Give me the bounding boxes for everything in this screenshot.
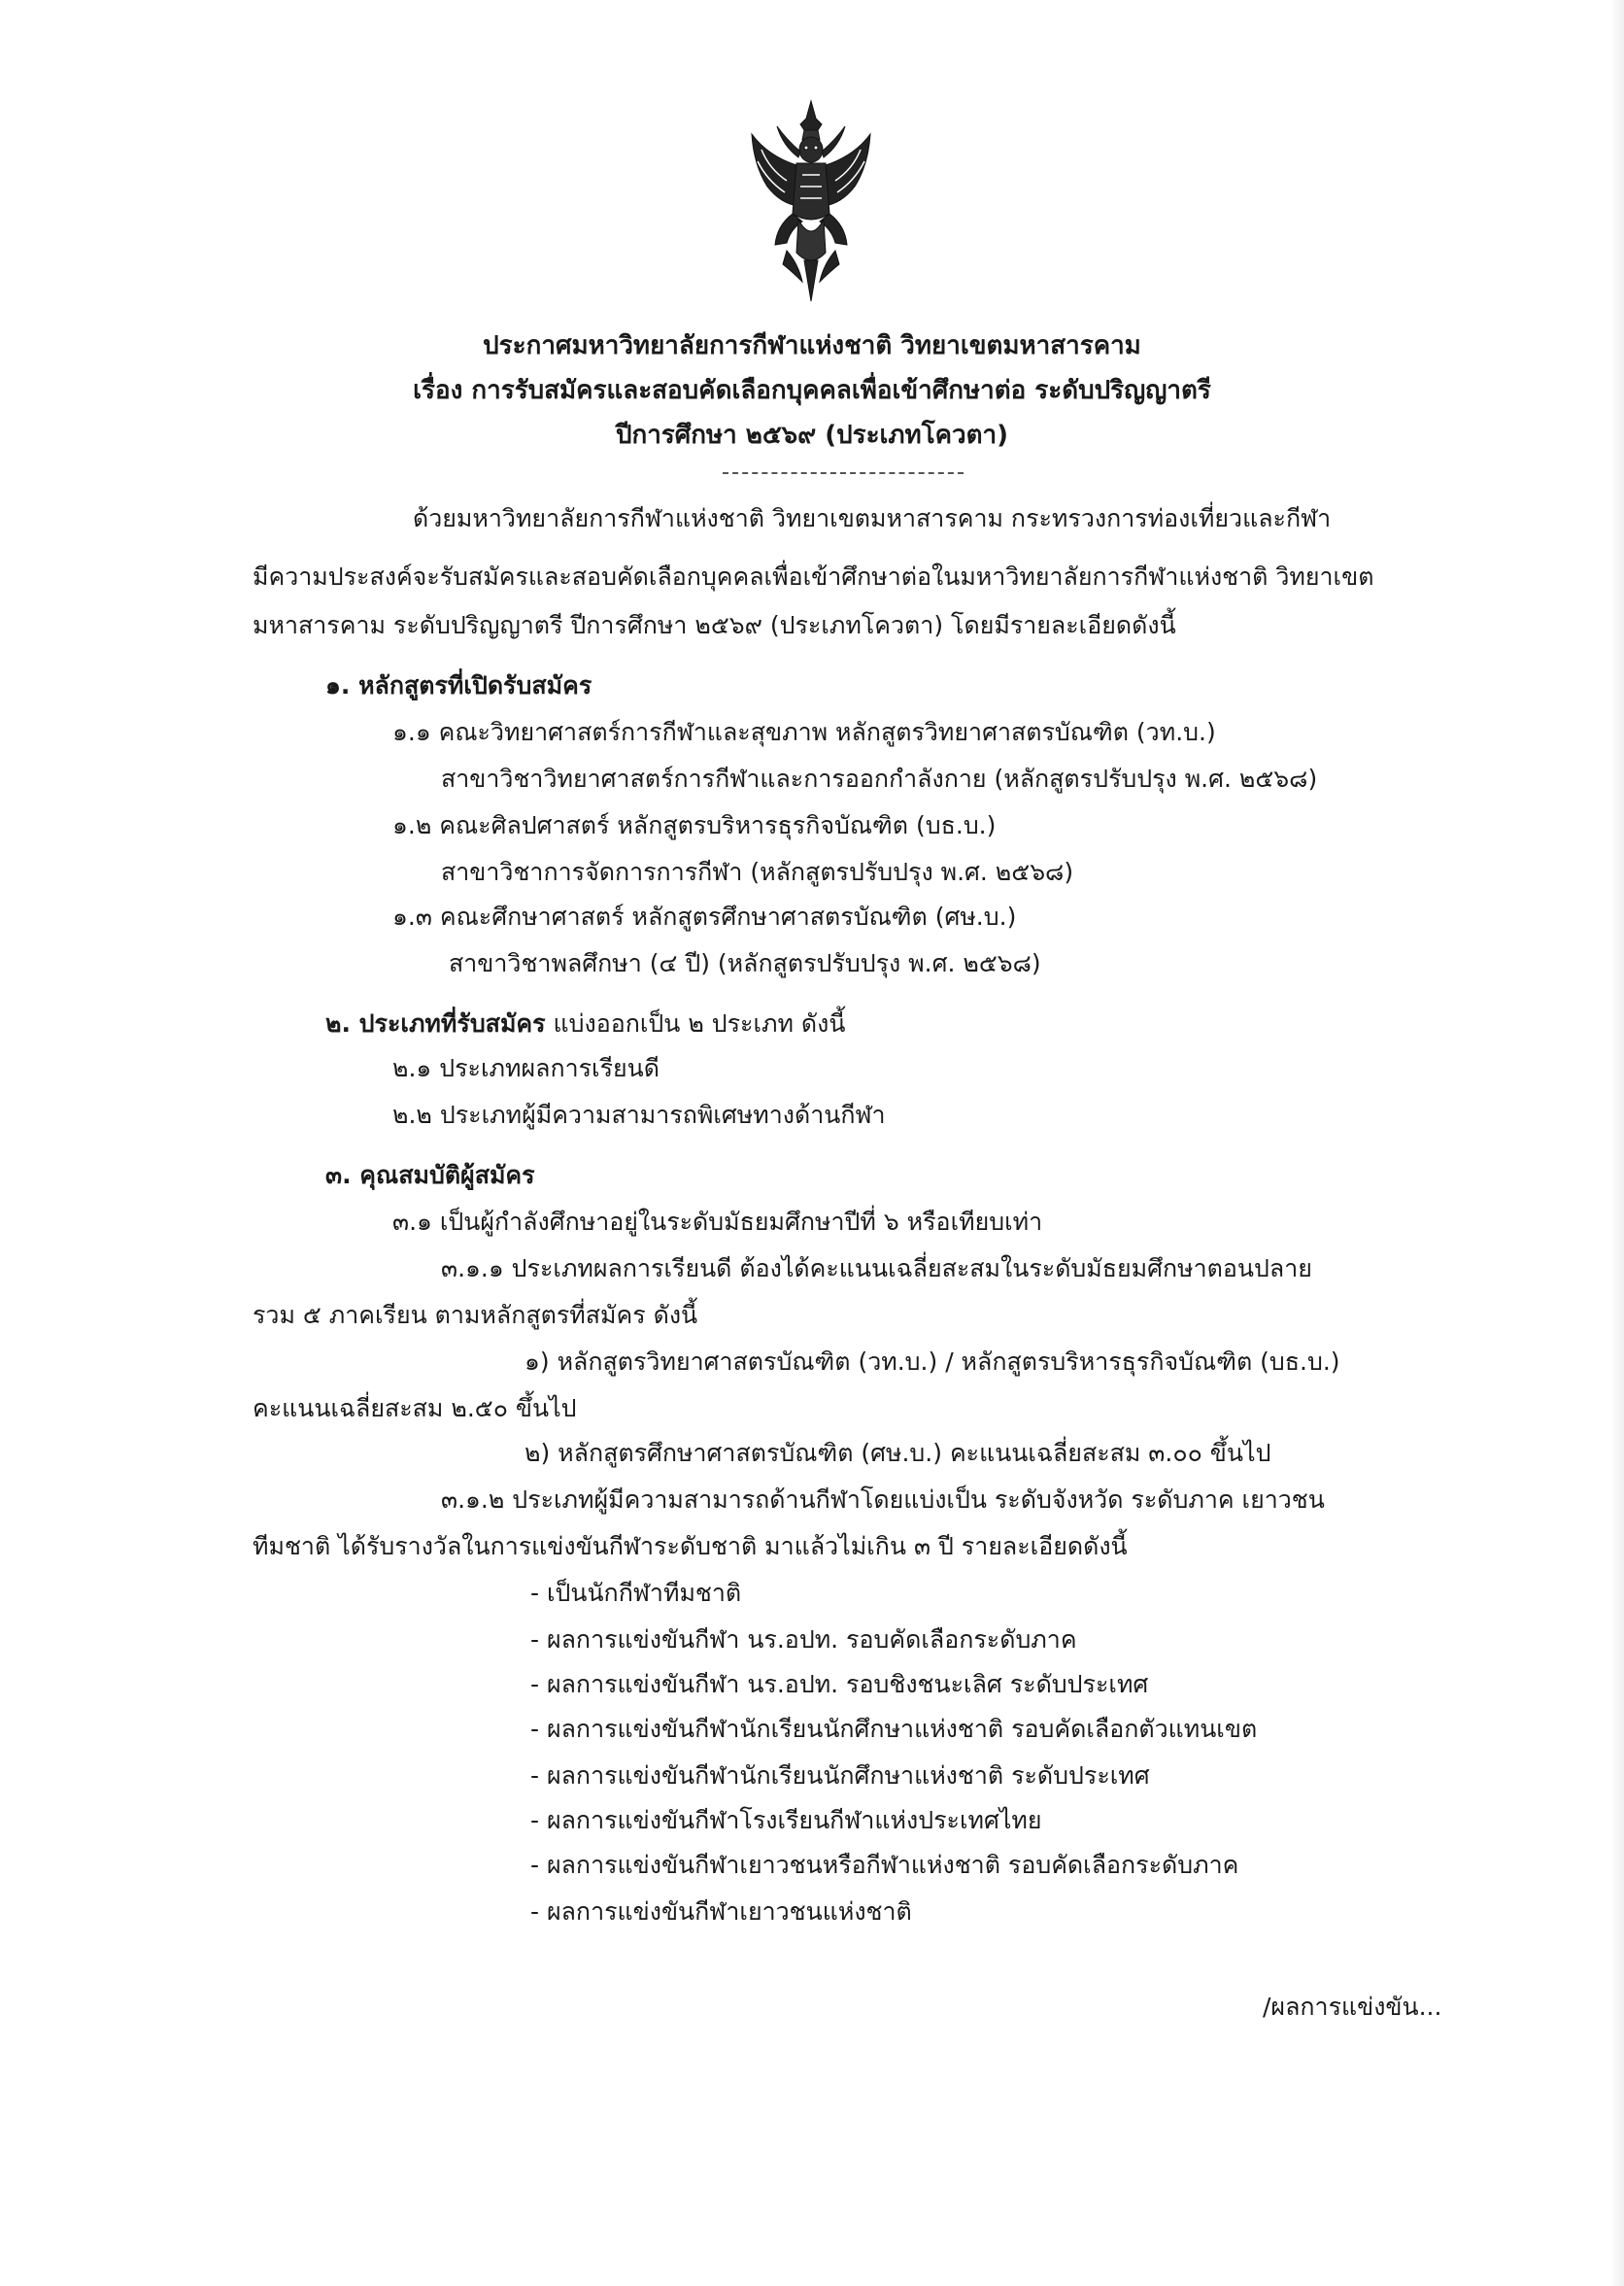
announcement-title-line1: ประกาศมหาวิทยาลัยการกีฬาแห่งชาติ วิทยาเขตมหาสารคาม [483, 331, 1141, 360]
section2-heading-rest: แบ่งออกเป็น ๒ ประเภท ดังนี้ [545, 1009, 846, 1038]
section1-item3-label: ๑.๓ คณะศึกษาศาสตร์ หลักสูตรศึกษาศาสตรบัณฑิต (ศษ.บ.) [392, 903, 1017, 931]
section3-1-1-line2: รวม ๕ ภาคเรียน ตามหลักสูตรที่สมัคร ดังนี้ [253, 1301, 698, 1329]
section2-item2: ๒.๒ ประเภทผู้มีความสามารถพิเศษทางด้านกีฬา [392, 1101, 886, 1129]
announcement-title-line2: เรื่อง การรับสมัครและสอบคัดเลือกบุคคลเพื่อเข้าศึกษาต่อ ระดับปริญญาตรี [413, 376, 1211, 405]
section3-1-1-line1: ๓.๑.๑ ประเภทผลการเรียนดี ต้องได้คะแนนเฉลี่ยสะสมในระดับมัธยมศึกษาตอนปลาย [441, 1254, 1312, 1282]
bullet-item: - เป็นนักกีฬาทีมชาติ [530, 1579, 742, 1607]
intro-line1: ด้วยมหาวิทยาลัยการกีฬาแห่งชาติ วิทยาเขตมหาสารคาม กระทรวงการท่องเที่ยวและกีฬา [413, 504, 1332, 532]
bullet-item: - ผลการแข่งขันกีฬาโรงเรียนกีฬาแห่งประเทศไทย [530, 1806, 1042, 1834]
bullet-item: - ผลการแข่งขันกีฬานักเรียนนักศึกษาแห่งชาติ ระดับประเทศ [530, 1761, 1150, 1790]
section2-item1: ๒.๑ ประเภทผลการเรียนดี [392, 1054, 660, 1082]
section3-1-2-line1: ๓.๑.๒ ประเภทผู้มีความสามารถด้านกีฬาโดยแบ่งเป็น ระดับจังหวัด ระดับภาค เยาวชน [441, 1485, 1325, 1514]
announcement-title-line3: ปีการศึกษา ๒๕๖๙ (ประเภทโควตา) [615, 421, 1009, 450]
intro-line3: มหาสารคาม ระดับปริญญาตรี ปีการศึกษา ๒๕๖๙ (ประเภทโควตา) โดยมีรายละเอียดดังนี้ [253, 611, 1176, 639]
bullet-item: - ผลการแข่งขันกีฬา นร.อปท. รอบชิงชนะเลิศ ระดับประเทศ [530, 1670, 1149, 1698]
section2-heading [325, 1007, 845, 1041]
page-continuation: /ผลการแข่งขัน... [1263, 1993, 1442, 2021]
section3-1: ๓.๑ เป็นผู้กำลังศึกษาอยู่ในระดับมัธยมศึกษาปีที่ ๖ หรือเทียบเท่า [392, 1208, 1043, 1236]
section1-item2-label: ๑.๒ คณะศิลปศาสตร์ หลักสูตรบริหารธุรกิจบัณฑิต (บธ.บ.) [392, 811, 997, 839]
section1-heading: ๑. หลักสูตรที่เปิดรับสมัคร [325, 671, 592, 699]
section3-heading: ๓. คุณสมบัติผู้สมัคร [325, 1161, 535, 1189]
intro-line2: มีความประสงค์จะรับสมัครและสอบคัดเลือกบุคคลเพื่อเข้าศึกษาต่อในมหาวิทยาลัยการกีฬาแห่งชาติ วิทยาเขต [253, 563, 1374, 591]
title-divider [723, 472, 964, 474]
section3-1-1-b: ๒) หลักสูตรศึกษาศาสตรบัณฑิต (ศษ.บ.) คะแนนเฉลี่ยสะสม ๓.๐๐ ขึ้นไป [524, 1439, 1271, 1467]
section1-item3-sub: สาขาวิชาพลศึกษา (๔ ปี) (หลักสูตรปรับปรุง พ.ศ. ๒๕๖๘) [449, 949, 1041, 977]
bullet-item: - ผลการแข่งขันกีฬาเยาวชนแห่งชาติ [530, 1897, 912, 1926]
bullet-item: - ผลการแข่งขันกีฬานักเรียนนักศึกษาแห่งชาติ รอบคัดเลือกตัวแทนเขต [530, 1715, 1258, 1743]
section1-item1-label: ๑.๑ คณะวิทยาศาสตร์การกีฬาและสุขภาพ หลักสูตรวิทยาศาสตรบัณฑิต (วท.บ.) [392, 718, 1216, 746]
section2-heading-bold: ๒. ประเภทที่รับสมัคร [325, 1009, 546, 1038]
section3-1-1-a-line1: ๑) หลักสูตรวิทยาศาสตรบัณฑิต (วท.บ.) / หลักสูตรบริหารธุรกิจบัณฑิต (บธ.บ.) [524, 1348, 1340, 1376]
bullet-item: - ผลการแข่งขันกีฬาเยาวชนหรือกีฬาแห่งชาติ รอบคัดเลือกระดับภาค [530, 1851, 1239, 1879]
section3-1-1-a-line2: คะแนนเฉลี่ยสะสม ๒.๕๐ ขึ้นไป [253, 1394, 577, 1422]
section1-item2-sub: สาขาวิชาการจัดการการกีฬา (หลักสูตรปรับปรุง พ.ศ. ๒๕๖๘) [441, 858, 1074, 886]
garuda-emblem [748, 97, 874, 306]
section3-1-2-line2: ทีมชาติ ได้รับรางวัลในการแข่งขันกีฬาระดับชาติ มาแล้วไม่เกิน ๓ ปี รายละเอียดดังนี้ [253, 1532, 1128, 1560]
bullet-item: - ผลการแข่งขันกีฬา นร.อปท. รอบคัดเลือกระดับภาค [530, 1625, 1077, 1654]
section1-item1-sub: สาขาวิชาวิทยาศาสตร์การกีฬาและการออกกำลังกาย (หลักสูตรปรับปรุง พ.ศ. ๒๕๖๘) [441, 765, 1318, 793]
